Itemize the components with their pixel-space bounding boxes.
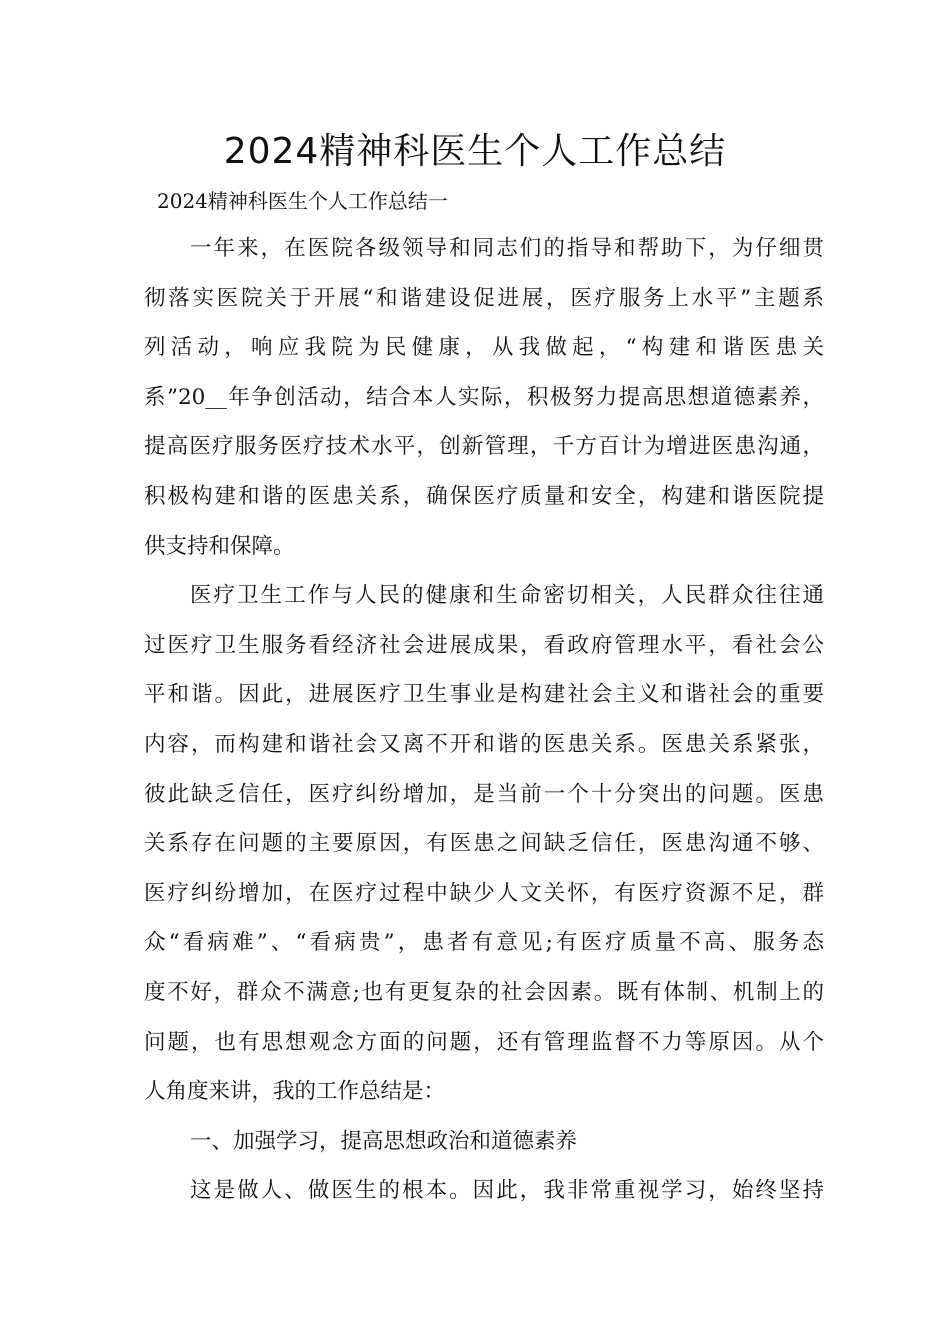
text-line: 彻落实医院关于开展“和谐建设促进展，医疗服务上水平”主题系 bbox=[144, 285, 824, 311]
text-line: 问题，也有思想观念方面的问题，还有管理监督不力等原因。从个 bbox=[144, 1029, 824, 1055]
text-line: 这是做人、做医生的根本。因此，我非常重视学习，始终坚持 bbox=[190, 1178, 824, 1204]
text-line: 众“看病难”、“看病贵”，患者有意见;有医疗质量不高、服务态 bbox=[144, 930, 824, 956]
text-line: 平和谐。因此，进展医疗卫生事业是构建社会主义和谐社会的重要 bbox=[144, 682, 824, 708]
text-line: 积极构建和谐的医患关系，确保医疗质量和安全，构建和谐医院提 bbox=[144, 483, 824, 509]
document-subtitle: 2024精神科医生个人工作总结一 bbox=[157, 189, 448, 213]
document-body bbox=[144, 224, 824, 1216]
text-line: 度不好，群众不满意;也有更复杂的社会因素。既有体制、机制上的 bbox=[144, 979, 824, 1005]
text-line: 提高医疗服务医疗技术水平，创新管理，千方百计为增进医患沟通， bbox=[144, 434, 824, 460]
paragraph-3 bbox=[144, 1166, 824, 1216]
text-line: 关系存在问题的主要原因，有医患之间缺乏信任，医患沟通不够、 bbox=[144, 831, 824, 857]
text-line: 过医疗卫生服务看经济社会进展成果，看政府管理水平，看社会公 bbox=[144, 632, 824, 658]
text-line: 系”20__年争创活动，结合本人实际，积极努力提高思想道德素养， bbox=[144, 384, 824, 410]
text-line: 彼此缺乏信任，医疗纠纷增加，是当前一个十分突出的问题。医患 bbox=[144, 781, 824, 807]
section-heading bbox=[144, 1117, 824, 1167]
text-line: 供支持和保障。 bbox=[144, 533, 295, 559]
text-line: 内容，而构建和谐社会又离不开和谐的医患关系。医患关系紧张， bbox=[144, 731, 824, 757]
text-line: 列活动，响应我院为民健康，从我做起，“构建和谐医患关 bbox=[144, 335, 824, 361]
text-line: 医疗纠纷增加，在医疗过程中缺少人文关怀，有医疗资源不足，群 bbox=[144, 880, 824, 906]
text-line: 一年来，在医院各级领导和同志们的指导和帮助下，为仔细贯 bbox=[190, 236, 824, 261]
paragraph-2 bbox=[144, 571, 824, 1117]
text-line: 人角度来讲，我的工作总结是： bbox=[144, 1079, 446, 1105]
document-title: 2024精神科医生个人工作总结 bbox=[223, 131, 727, 172]
text-line: 医疗卫生工作与人民的健康和生命密切相关，人民群众往往通 bbox=[190, 583, 824, 609]
paragraph-1 bbox=[144, 224, 824, 571]
text-line: 一、加强学习，提高思想政治和道德素养 bbox=[190, 1128, 578, 1154]
